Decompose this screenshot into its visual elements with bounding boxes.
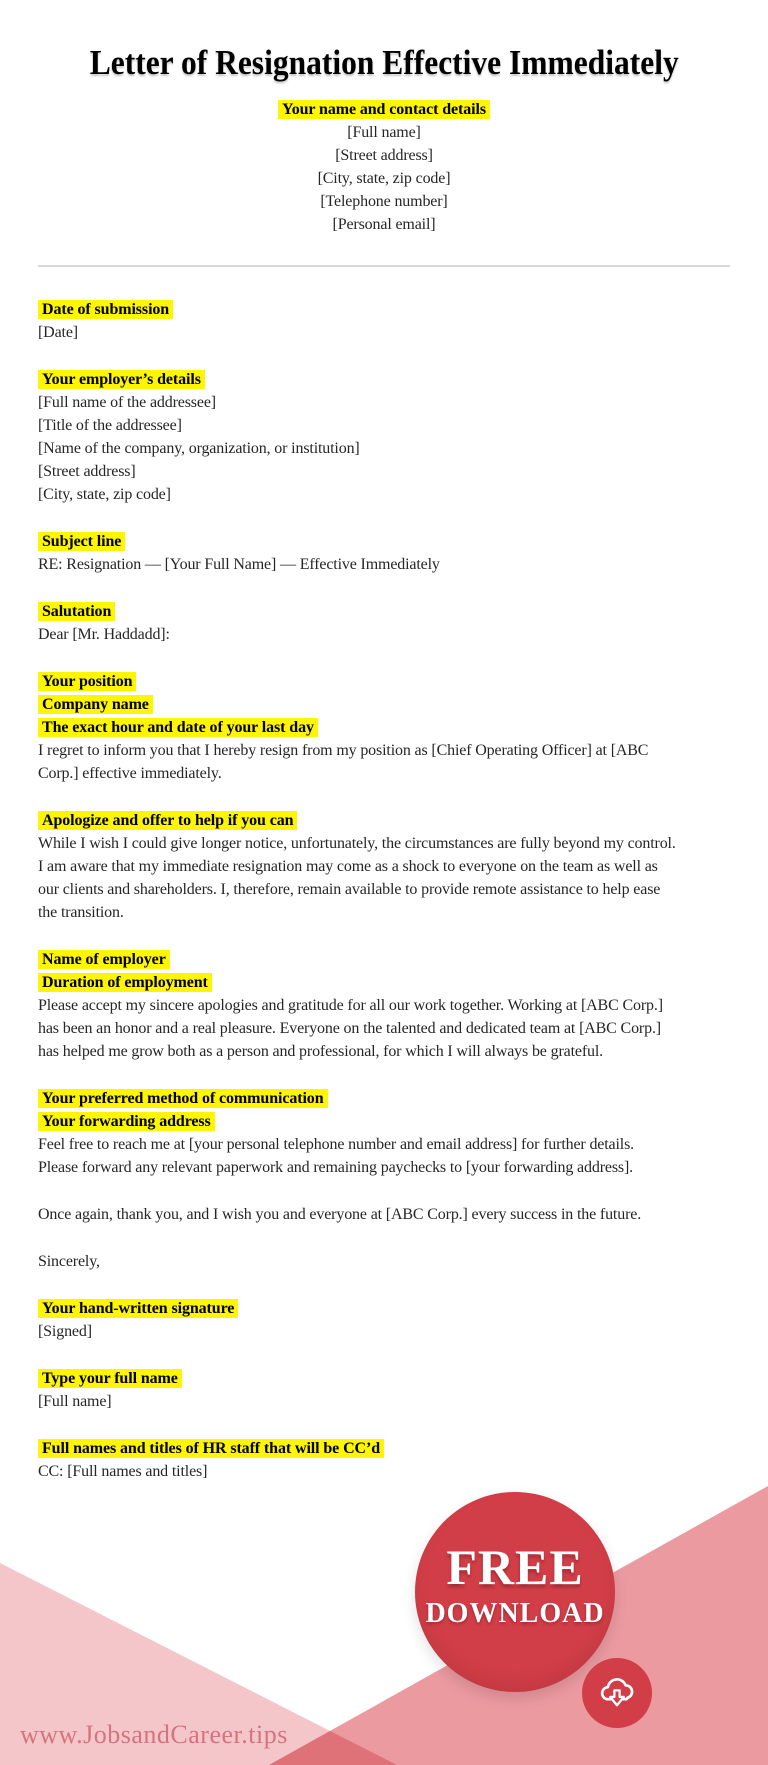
section-heading-line (38, 809, 730, 832)
contact-heading: Your name and contact details (278, 100, 490, 119)
section-heading-line (38, 600, 730, 623)
letter-text-line: RE: Resignation — [Your Full Name] — Effective Immediately (38, 556, 440, 573)
letter-text-line: Dear [Mr. Haddadd]: (38, 626, 170, 643)
letter-text-line: CC: [Full names and titles] (38, 1463, 208, 1480)
letter-text-line: Corp.] effective immediately. (38, 765, 222, 782)
section-heading: Type your full name (38, 1369, 182, 1388)
letter-text-line: [Signed] (38, 1323, 92, 1340)
letter-text-line: I am aware that my immediate resignation may come as a shock to everyone on the team as well as (38, 858, 658, 875)
contact-line: [Telephone number] (320, 193, 448, 210)
section-heading: Your position (38, 672, 136, 691)
letter-text-line: [Date] (38, 324, 78, 341)
letter-text-line: [Full name of the addressee] (38, 394, 216, 411)
letter-section (38, 670, 730, 785)
letter-text-line: Please accept my sincere apologies and gratitude for all our work together. Working at [ABC Corp.] (38, 997, 663, 1014)
section-heading: Duration of employment (38, 973, 212, 992)
section-heading-line (38, 298, 730, 321)
letter-text-line: I regret to inform you that I hereby resign from my position as [Chief Operating Officer] at [ABC (38, 742, 649, 759)
download-icon-button[interactable] (582, 1658, 652, 1728)
section-heading: The exact hour and date of your last day (38, 718, 318, 737)
section-heading: Your hand-written signature (38, 1299, 238, 1318)
letter-text-line: [Full name] (38, 1393, 112, 1410)
contact-block (38, 98, 730, 236)
contact-line: [Street address] (335, 147, 433, 164)
letter-section (38, 1367, 730, 1413)
letter-text-line: Sincerely, (38, 1253, 100, 1270)
section-heading-line (38, 971, 730, 994)
letter-section (38, 298, 730, 344)
letter-section (38, 1203, 730, 1226)
section-heading: Company name (38, 695, 153, 714)
section-heading: Name of employer (38, 950, 170, 969)
section-heading-line (38, 716, 730, 739)
watermark: www.JobsandCareer.tips (20, 1720, 288, 1749)
page-title (38, 0, 730, 84)
section-heading: Subject line (38, 532, 125, 551)
section-heading: Apologize and offer to help if you can (38, 811, 297, 830)
section-heading: Salutation (38, 602, 115, 621)
section-heading-line (38, 1367, 730, 1390)
letter-section (38, 600, 730, 646)
letter-section (38, 1250, 730, 1273)
section-heading-line (38, 530, 730, 553)
free-download-badge[interactable] (415, 1492, 615, 1692)
letter-text-line: has been an honor and a real pleasure. Everyone on the talented and dedicated team at [ABC Corp.] (38, 1020, 661, 1037)
contact-heading-line (38, 98, 730, 121)
letter-section (38, 530, 730, 576)
contact-line: [City, state, zip code] (317, 170, 451, 187)
section-heading: Date of submission (38, 300, 173, 319)
letter-text-line: Feel free to reach me at [your personal telephone number and email address] for further details. (38, 1136, 635, 1153)
section-heading: Your preferred method of communication (38, 1089, 328, 1108)
letter-text-line: Once again, thank you, and I wish you and everyone at [ABC Corp.] every success in the future. (38, 1206, 642, 1223)
section-heading: Your forwarding address (38, 1112, 215, 1131)
letter-section (38, 1437, 730, 1483)
letter-section (38, 809, 730, 924)
letter-section (38, 1297, 730, 1343)
section-heading: Your employer’s details (38, 370, 205, 389)
letter-section (38, 1087, 730, 1179)
letter-text-line: our clients and shareholders. I, therefore, remain available to provide remote assistance to help ease (38, 881, 661, 898)
letter-text-line: [Name of the company, organization, or institution] (38, 440, 360, 457)
section-heading: Full names and titles of HR staff that will be CC’d (38, 1439, 384, 1458)
letter-section (38, 368, 730, 506)
letter-section (38, 948, 730, 1063)
badge-download-label: DOWNLOAD (425, 1598, 605, 1629)
section-heading-line (38, 1437, 730, 1460)
contact-line: [Personal email] (332, 216, 436, 233)
letter-text-line: [Street address] (38, 463, 136, 480)
letter-text-line: Please forward any relevant paperwork and remaining paychecks to [your forwarding address]. (38, 1159, 634, 1176)
letter-text-line: While I wish I could give longer notice, unfortunately, the circumstances are fully beyond my control. (38, 835, 676, 852)
divider-line (38, 265, 730, 267)
badge-free-label: FREE (446, 1539, 584, 1595)
letter-text-line: the transition. (38, 904, 124, 921)
section-heading-line (38, 1297, 730, 1320)
page-title-text: Letter of Resignation Effective Immediately (89, 43, 679, 82)
section-heading-line (38, 1110, 730, 1133)
contact-lines (38, 121, 730, 236)
letter-text-line: has helped me grow both as a person and professional, for which I will always be grateful. (38, 1043, 604, 1060)
cloud-download-icon (596, 1672, 638, 1714)
contact-line: [Full name] (347, 124, 421, 141)
section-heading-line (38, 670, 730, 693)
letter-text-line: [Title of the addressee] (38, 417, 182, 434)
letter-text-line: [City, state, zip code] (38, 486, 171, 503)
letter-body (38, 298, 730, 1483)
section-heading-line (38, 1087, 730, 1110)
section-heading-line (38, 948, 730, 971)
section-heading-line (38, 693, 730, 716)
section-heading-line (38, 368, 730, 391)
